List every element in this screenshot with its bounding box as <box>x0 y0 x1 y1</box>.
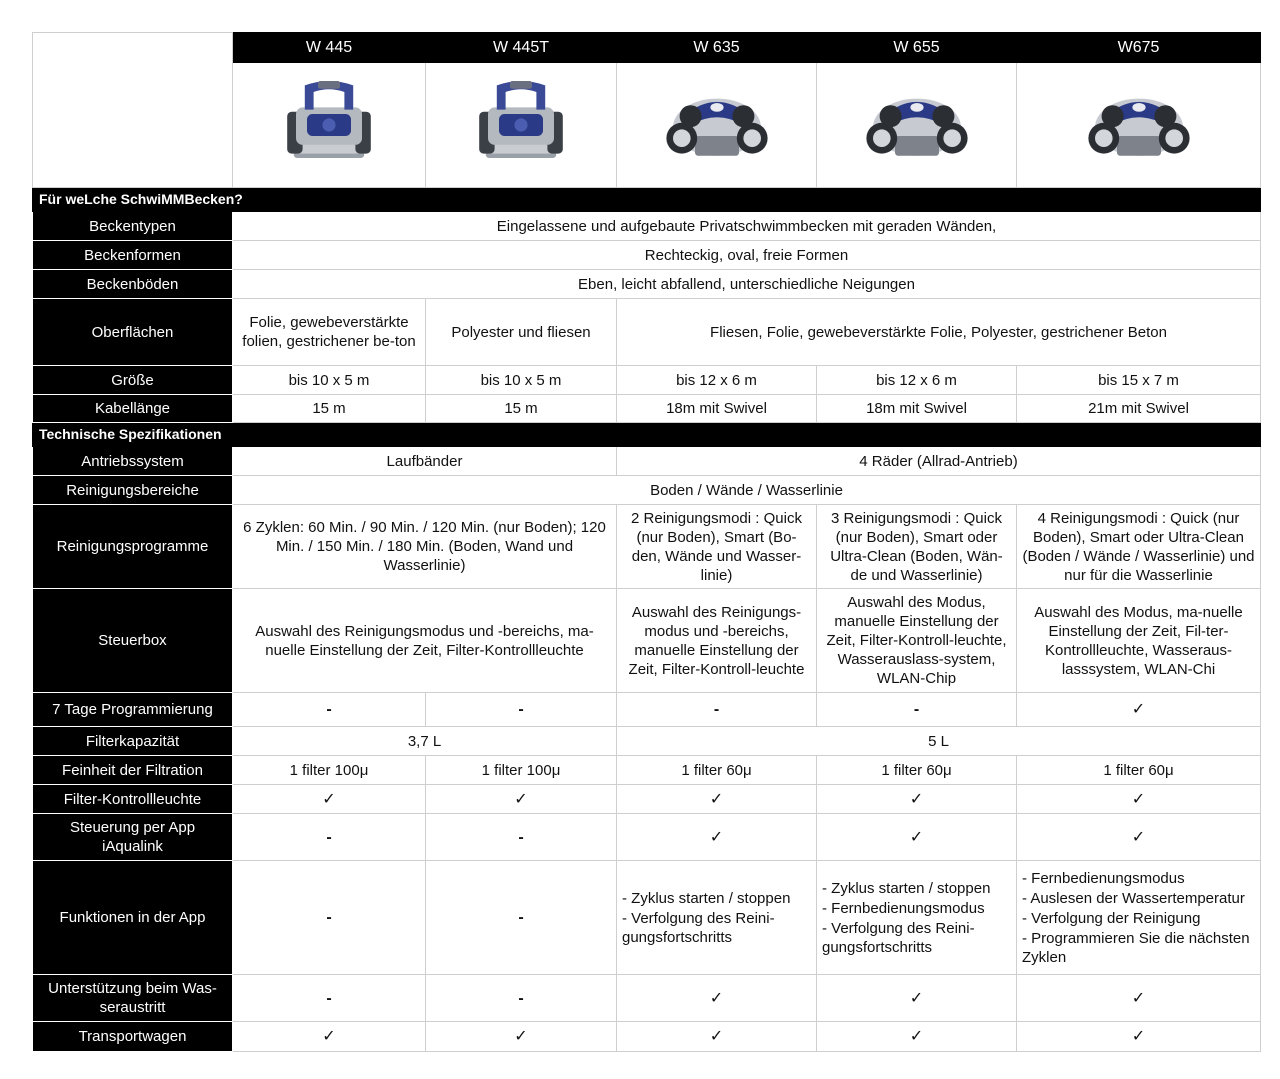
cell: Laufbänder <box>233 447 617 476</box>
list-item: - Auslesen der Wassertemperatur <box>1022 889 1245 907</box>
cell: bis 10 x 5 m <box>426 366 617 395</box>
row-label: Filterkapazität <box>33 727 233 756</box>
list-item: - Fernbedienungsmodus <box>822 899 985 917</box>
cell: 15 m <box>426 395 617 423</box>
table-row <box>33 727 1261 756</box>
check-icon: ✓ <box>426 1022 617 1052</box>
row-label: Steuerung per App iAqualink <box>33 814 233 861</box>
table-row <box>33 785 1261 814</box>
model-header-row <box>33 33 1261 63</box>
comparison-table <box>32 32 1261 1052</box>
dash-cell: - <box>233 975 426 1022</box>
check-icon: ✓ <box>1017 785 1261 814</box>
dash-cell: - <box>426 814 617 861</box>
robot-image-w675 <box>1017 63 1261 188</box>
table-row <box>33 693 1261 727</box>
pool-robot-track-icon <box>274 70 384 180</box>
check-icon: ✓ <box>817 1022 1017 1052</box>
cell: bis 12 x 6 m <box>617 366 817 395</box>
cell: Auswahl des Modus, ma-nuelle Einstellung der Zeit, Fil-ter-Kontrollleuchte, Wasseraus-lasssystem, WLAN-Chi <box>1017 589 1261 693</box>
pool-robot-wheel-icon <box>652 70 782 180</box>
section-title-pools: Für weLche SchwiMMBecken? <box>33 188 1261 212</box>
app-functions-w655 <box>817 861 1017 975</box>
dash-cell: - <box>233 861 426 975</box>
table-row <box>33 814 1261 861</box>
table-row <box>33 505 1261 589</box>
cell: Rechteckig, oval, freie Formen <box>233 241 1261 270</box>
list-item: - Verfolgung der Reinigung <box>1022 909 1201 927</box>
cell: 15 m <box>233 395 426 423</box>
cell: 2 Reinigungsmodi : Quick (nur Boden), Smart (Bo-den, Wände und Wasser-linie) <box>617 505 817 589</box>
app-functions-w635 <box>617 861 817 975</box>
cell: 1 filter 100μ <box>426 756 617 785</box>
cell: Boden / Wände / Wasserlinie <box>233 476 1261 505</box>
list-item: - Zyklus starten / stoppen <box>822 879 991 897</box>
pool-robot-wheel-icon <box>1074 70 1204 180</box>
pool-robot-track-icon <box>466 70 576 180</box>
row-label: 7 Tage Programmierung <box>33 693 233 727</box>
check-icon: ✓ <box>233 785 426 814</box>
row-label: Transportwagen <box>33 1022 233 1052</box>
cell: Auswahl des Reinigungs-modus und -bereichs, manuelle Einstellung der Zeit, Filter-Kontroll-leuchte <box>617 589 817 693</box>
dash-cell: - <box>817 693 1017 727</box>
list-item: - Verfolgung des Reini-gungsfortschritts <box>822 919 975 956</box>
table-row <box>33 1022 1261 1052</box>
table-row <box>33 476 1261 505</box>
row-label: Größe <box>33 366 233 395</box>
cell: Auswahl des Reinigungsmodus und -bereichs, ma-nuelle Einstellung der Zeit, Filter-Kontrollleuchte <box>233 589 617 693</box>
dash-cell: - <box>426 693 617 727</box>
app-functions-w675 <box>1017 861 1261 975</box>
dash-cell: - <box>233 693 426 727</box>
cell: bis 12 x 6 m <box>817 366 1017 395</box>
check-icon: ✓ <box>617 1022 817 1052</box>
row-label: Feinheit der Filtration <box>33 756 233 785</box>
model-name: W 655 <box>817 33 1017 63</box>
row-label: Steuerbox <box>33 589 233 693</box>
check-icon: ✓ <box>426 785 617 814</box>
check-icon: ✓ <box>1017 814 1261 861</box>
cell: Eingelassene und aufgebaute Privatschwimmbecken mit geraden Wänden, <box>233 212 1261 241</box>
cell: bis 10 x 5 m <box>233 366 426 395</box>
check-icon: ✓ <box>617 814 817 861</box>
pool-robot-wheel-icon <box>852 70 982 180</box>
check-icon: ✓ <box>1017 693 1261 727</box>
table-row <box>33 299 1261 366</box>
row-label: Reinigungsprogramme <box>33 505 233 589</box>
section-title-tech: Technische Spezifikationen <box>33 423 1261 447</box>
row-label: Kabellänge <box>33 395 233 423</box>
row-label: Beckentypen <box>33 212 233 241</box>
list-item: - Zyklus starten / stoppen <box>622 889 791 907</box>
dash-cell: - <box>426 975 617 1022</box>
cell: Eben, leicht abfallend, unterschiedliche Neigungen <box>233 270 1261 299</box>
cell: 3 Reinigungsmodi : Quick (nur Boden), Smart oder Ultra-Clean (Boden, Wän-de und Wasserlinie) <box>817 505 1017 589</box>
row-label: Beckenformen <box>33 241 233 270</box>
row-label: Beckenböden <box>33 270 233 299</box>
dash-cell: - <box>233 814 426 861</box>
cell: 1 filter 100μ <box>233 756 426 785</box>
section-header <box>33 423 1261 447</box>
cell: 5 L <box>617 727 1261 756</box>
row-label: Antriebssystem <box>33 447 233 476</box>
cell: Auswahl des Modus, manuelle Einstellung der Zeit, Filter-Kontroll-leuchte, Wasserauslass-system, WLAN-Chip <box>817 589 1017 693</box>
cell: 3,7 L <box>233 727 617 756</box>
check-icon: ✓ <box>617 785 817 814</box>
cell: 21m mit Swivel <box>1017 395 1261 423</box>
model-name: W 635 <box>617 33 817 63</box>
cell: Polyester und fliesen <box>426 299 617 366</box>
robot-image-w445 <box>233 63 426 188</box>
section-header <box>33 188 1261 212</box>
table-row <box>33 861 1261 975</box>
cell: 18m mit Swivel <box>617 395 817 423</box>
table-row <box>33 589 1261 693</box>
cell: 4 Reinigungsmodi : Quick (nur Boden), Smart oder Ultra-Clean (Boden / Wände / Wasserlinie) und nur für die Wasserlinie <box>1017 505 1261 589</box>
check-icon: ✓ <box>1017 975 1261 1022</box>
list-item: - Programmieren Sie die nächsten Zyklen <box>1022 929 1250 966</box>
corner-cell <box>33 33 233 188</box>
cell: 4 Räder (Allrad-Antrieb) <box>617 447 1261 476</box>
cell: 1 filter 60μ <box>617 756 817 785</box>
table-row <box>33 756 1261 785</box>
check-icon: ✓ <box>1017 1022 1261 1052</box>
robot-image-w445t <box>426 63 617 188</box>
table-row <box>33 395 1261 423</box>
check-icon: ✓ <box>233 1022 426 1052</box>
cell: Folie, gewebeverstärkte folien, gestrichener be-ton <box>233 299 426 366</box>
robot-image-w635 <box>617 63 817 188</box>
row-label: Unterstützung beim Was-seraustritt <box>33 975 233 1022</box>
cell: 6 Zyklen: 60 Min. / 90 Min. / 120 Min. (nur Boden); 120 Min. / 150 Min. / 180 Min. (Boden, Wand und Wasserlinie) <box>233 505 617 589</box>
table-row <box>33 212 1261 241</box>
row-label: Funktionen in der App <box>33 861 233 975</box>
cell: bis 15 x 7 m <box>1017 366 1261 395</box>
row-label: Oberflächen <box>33 299 233 366</box>
dash-cell: - <box>617 693 817 727</box>
cell: Fliesen, Folie, gewebeverstärkte Folie, Polyester, gestrichener Beton <box>617 299 1261 366</box>
table-row <box>33 241 1261 270</box>
row-label: Reinigungsbereiche <box>33 476 233 505</box>
model-name: W675 <box>1017 33 1261 63</box>
cell: 1 filter 60μ <box>817 756 1017 785</box>
check-icon: ✓ <box>817 975 1017 1022</box>
table-row <box>33 975 1261 1022</box>
model-name: W 445 <box>233 33 426 63</box>
list-item: - Fernbedienungsmodus <box>1022 869 1185 887</box>
list-item: - Verfolgung des Reini-gungsfortschritts <box>622 909 775 946</box>
cell: 18m mit Swivel <box>817 395 1017 423</box>
model-name: W 445T <box>426 33 617 63</box>
row-label: Filter-Kontrollleuchte <box>33 785 233 814</box>
cell: 1 filter 60μ <box>1017 756 1261 785</box>
dash-cell: - <box>426 861 617 975</box>
table-row <box>33 366 1261 395</box>
check-icon: ✓ <box>617 975 817 1022</box>
check-icon: ✓ <box>817 785 1017 814</box>
table-row <box>33 447 1261 476</box>
table-row <box>33 270 1261 299</box>
check-icon: ✓ <box>817 814 1017 861</box>
robot-image-w655 <box>817 63 1017 188</box>
